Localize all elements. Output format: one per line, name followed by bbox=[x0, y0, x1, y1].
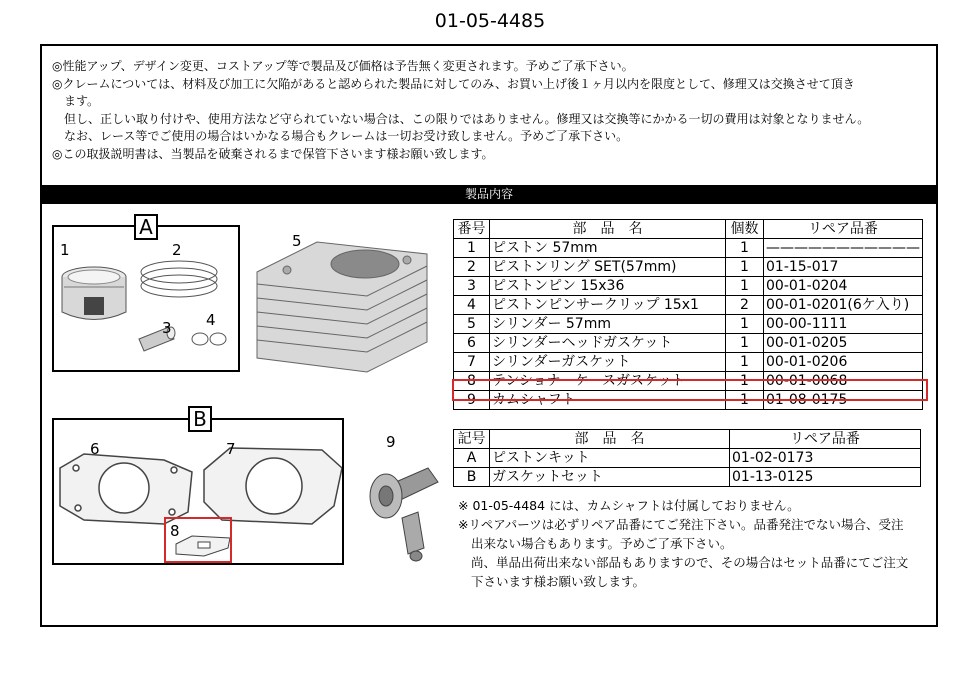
table-row: 9 カムシャフト 1 01-08-0175 bbox=[454, 391, 923, 410]
document-code: 01-05-4485 bbox=[434, 10, 546, 32]
table-row: 5 シリンダー 57mm 1 00-00-1111 bbox=[454, 315, 923, 334]
notice-line: ◎クレームについては、材料及び加工に欠陥があると認められた製品に対してのみ、お買い上げ後１ヶ月以内を限度として、修理又は交換させて頂き bbox=[52, 76, 855, 91]
table-row: 2 ピストンリング SET(57mm) 1 01-15-017 bbox=[454, 258, 923, 277]
column-header: 番号 bbox=[454, 220, 490, 239]
table-header-row bbox=[454, 220, 923, 239]
part-number-label: 7 bbox=[226, 440, 236, 458]
instruction-sheet bbox=[40, 44, 938, 627]
part-number-label: 4 bbox=[206, 311, 216, 329]
notice-line: ◎この取扱説明書は、当製品を破棄されるまで保管下さいます様お願い致します。 bbox=[52, 146, 494, 161]
column-header: リペア品番 bbox=[730, 430, 921, 449]
section-title: 製品内容 bbox=[42, 185, 936, 204]
part-number-label: 1 bbox=[60, 241, 70, 259]
notice-block bbox=[52, 58, 932, 164]
kit-table bbox=[453, 429, 921, 487]
column-header: 部 品 名 bbox=[490, 430, 730, 449]
footnotes bbox=[458, 496, 908, 591]
footnote-line: 下さいます様お願い致します。 bbox=[471, 574, 646, 589]
column-header: 記号 bbox=[454, 430, 490, 449]
table-row: 6 シリンダーヘッドガスケット 1 00-01-0205 bbox=[454, 334, 923, 353]
cylinder-illustration bbox=[247, 232, 437, 382]
part-number-label: 3 bbox=[162, 319, 172, 337]
piston-drawing bbox=[62, 267, 126, 320]
part-number-label: 6 bbox=[90, 440, 100, 458]
table-row: B ガスケットセット 01-13-0125 bbox=[454, 468, 921, 487]
table-row: 1 ピストン 57mm 1 ——————————— bbox=[454, 239, 923, 258]
box-b-label: B bbox=[188, 406, 212, 432]
table-row: A ピストンキット 01-02-0173 bbox=[454, 449, 921, 468]
piston-kit-box bbox=[52, 225, 240, 372]
circlip-drawing bbox=[192, 333, 226, 345]
footnote-line: ※リペアパーツは必ずリペア品番にてご発注下さい。品番発注でない場合、受注 bbox=[458, 517, 904, 532]
piston-kit-illustration bbox=[54, 227, 238, 370]
table-header-row bbox=[454, 430, 921, 449]
notice-line: ◎性能アップ、デザイン変更、コストアップ等で製品及び価格は予告無く変更されます。予めご了承下さい。 bbox=[52, 59, 634, 73]
footnote-line: 出来ない場合もあります。予めご了承下さい。 bbox=[471, 536, 733, 551]
cylinder-gasket-drawing bbox=[204, 448, 342, 524]
table-row-highlighted: 8 テンショナーケースガスケット 1 00-01-0068 bbox=[454, 372, 923, 391]
table-row: 4 ピストンピンサークリップ 15x1 2 00-01-0201(6ケ入り) bbox=[454, 296, 923, 315]
footnote-line: ※ 01-05-4484 には、カムシャフトは付属しておりません。 bbox=[458, 498, 800, 513]
column-header: リペア品番 bbox=[764, 220, 923, 239]
head-gasket-drawing bbox=[60, 454, 192, 524]
box-a-label: A bbox=[134, 214, 158, 240]
part-number-label: 9 bbox=[386, 433, 396, 451]
part-number-label: 8 bbox=[170, 522, 180, 540]
notice-line: 但し、正しい取り付けや、使用方法など守られていない場合は、この限りではありません。修理又は交換等にかかる一切の費用は対象となりません。 bbox=[64, 111, 870, 126]
piston-rings-drawing bbox=[141, 261, 217, 297]
footnote-line: 尚、単品出荷出来ない部品もありますので、その場合はセット品番にてご注文 bbox=[471, 555, 909, 570]
table-row: 7 シリンダーガスケット 1 00-01-0206 bbox=[454, 353, 923, 372]
part-number-label: 5 bbox=[292, 232, 302, 250]
camshaft-illustration bbox=[358, 448, 448, 568]
table-row: 3 ピストンピン 15x36 1 00-01-0204 bbox=[454, 277, 923, 296]
notice-line: なお、レース等でご使用の場合はいかなる場合もクレームは一切お受け致しません。予めご了承下さい。 bbox=[64, 129, 629, 144]
column-header: 個数 bbox=[726, 220, 764, 239]
column-header: 部 品 名 bbox=[490, 220, 726, 239]
part-number-label: 2 bbox=[172, 241, 182, 259]
notice-line: ます。 bbox=[64, 94, 100, 109]
row-8-highlight bbox=[452, 379, 928, 401]
